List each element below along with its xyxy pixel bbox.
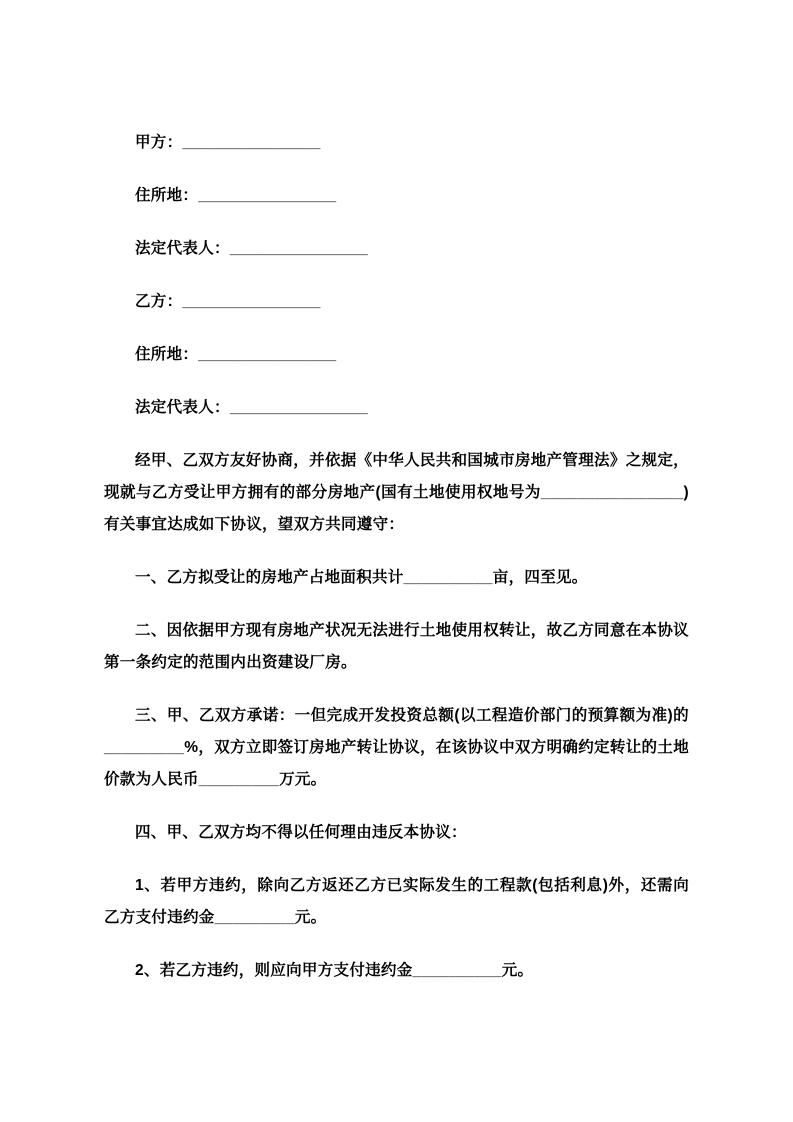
field-party-b-legal-representative (104, 392, 689, 424)
field-party-a (104, 127, 689, 159)
field-party-a-address-label: 住所地： (135, 187, 199, 204)
field-party-a-legal-representative (104, 233, 689, 265)
field-party-b-blank-line: ________________ (182, 293, 321, 310)
field-party-a-blank-line: ________________ (182, 134, 321, 151)
field-party-b-address-blank-line: ________________ (198, 346, 337, 363)
field-party-b-address-label: 住所地： (135, 346, 199, 363)
clause-1: 一、乙方拟受让的房地产占地面积共计__________亩，四至见。 (135, 569, 588, 586)
clause-4: 四、甲、乙双方均不得以任何理由违反本协议： (135, 824, 467, 841)
field-party-b-legal-representative-blank-line: ________________ (229, 399, 368, 416)
field-party-a-label: 甲方： (135, 134, 183, 151)
clause-2: 二、因依据甲方现有房地产状况无法进行土地使用权转让，故乙方同意在本协议第一条约定的范围内出资建设厂房。 (104, 622, 689, 671)
field-party-a-legal-representative-label: 法定代表人： (135, 240, 230, 257)
field-party-a-address (104, 180, 689, 212)
clause-3: 三、甲、乙双方承诺：一但完成开发投资总额(以工程造价部门的预算额为准)的_________%，双方立即签订房地产转让协议，在该协议中双方明确约定转让的土地价款为人民币_________万元。 (104, 707, 689, 788)
preamble-paragraph: 经甲、乙双方友好协商，并依据《中华人民共和国城市房地产管理法》之规定，现就与乙方受让甲方拥有的部分房地产(国有土地使用权地号为________________)有关事宜达成如下协议，望双方共同遵守： (104, 452, 689, 533)
clause-4-item-2: 2、若乙方违约，则应向甲方支付违约金__________元。 (135, 962, 534, 979)
field-party-b (104, 286, 689, 318)
clause-4-item-1: 1、若甲方违约，除向乙方返还乙方已实际发生的工程款(包括利息)外，还需向乙方支付违约金_________元。 (104, 877, 689, 926)
field-party-b-legal-representative-label: 法定代表人： (135, 399, 230, 416)
field-party-b-address (104, 339, 689, 371)
field-party-b-label: 乙方： (135, 293, 183, 310)
field-party-a-legal-representative-blank-line: ________________ (229, 240, 368, 257)
field-party-a-address-blank-line: ________________ (198, 187, 337, 204)
